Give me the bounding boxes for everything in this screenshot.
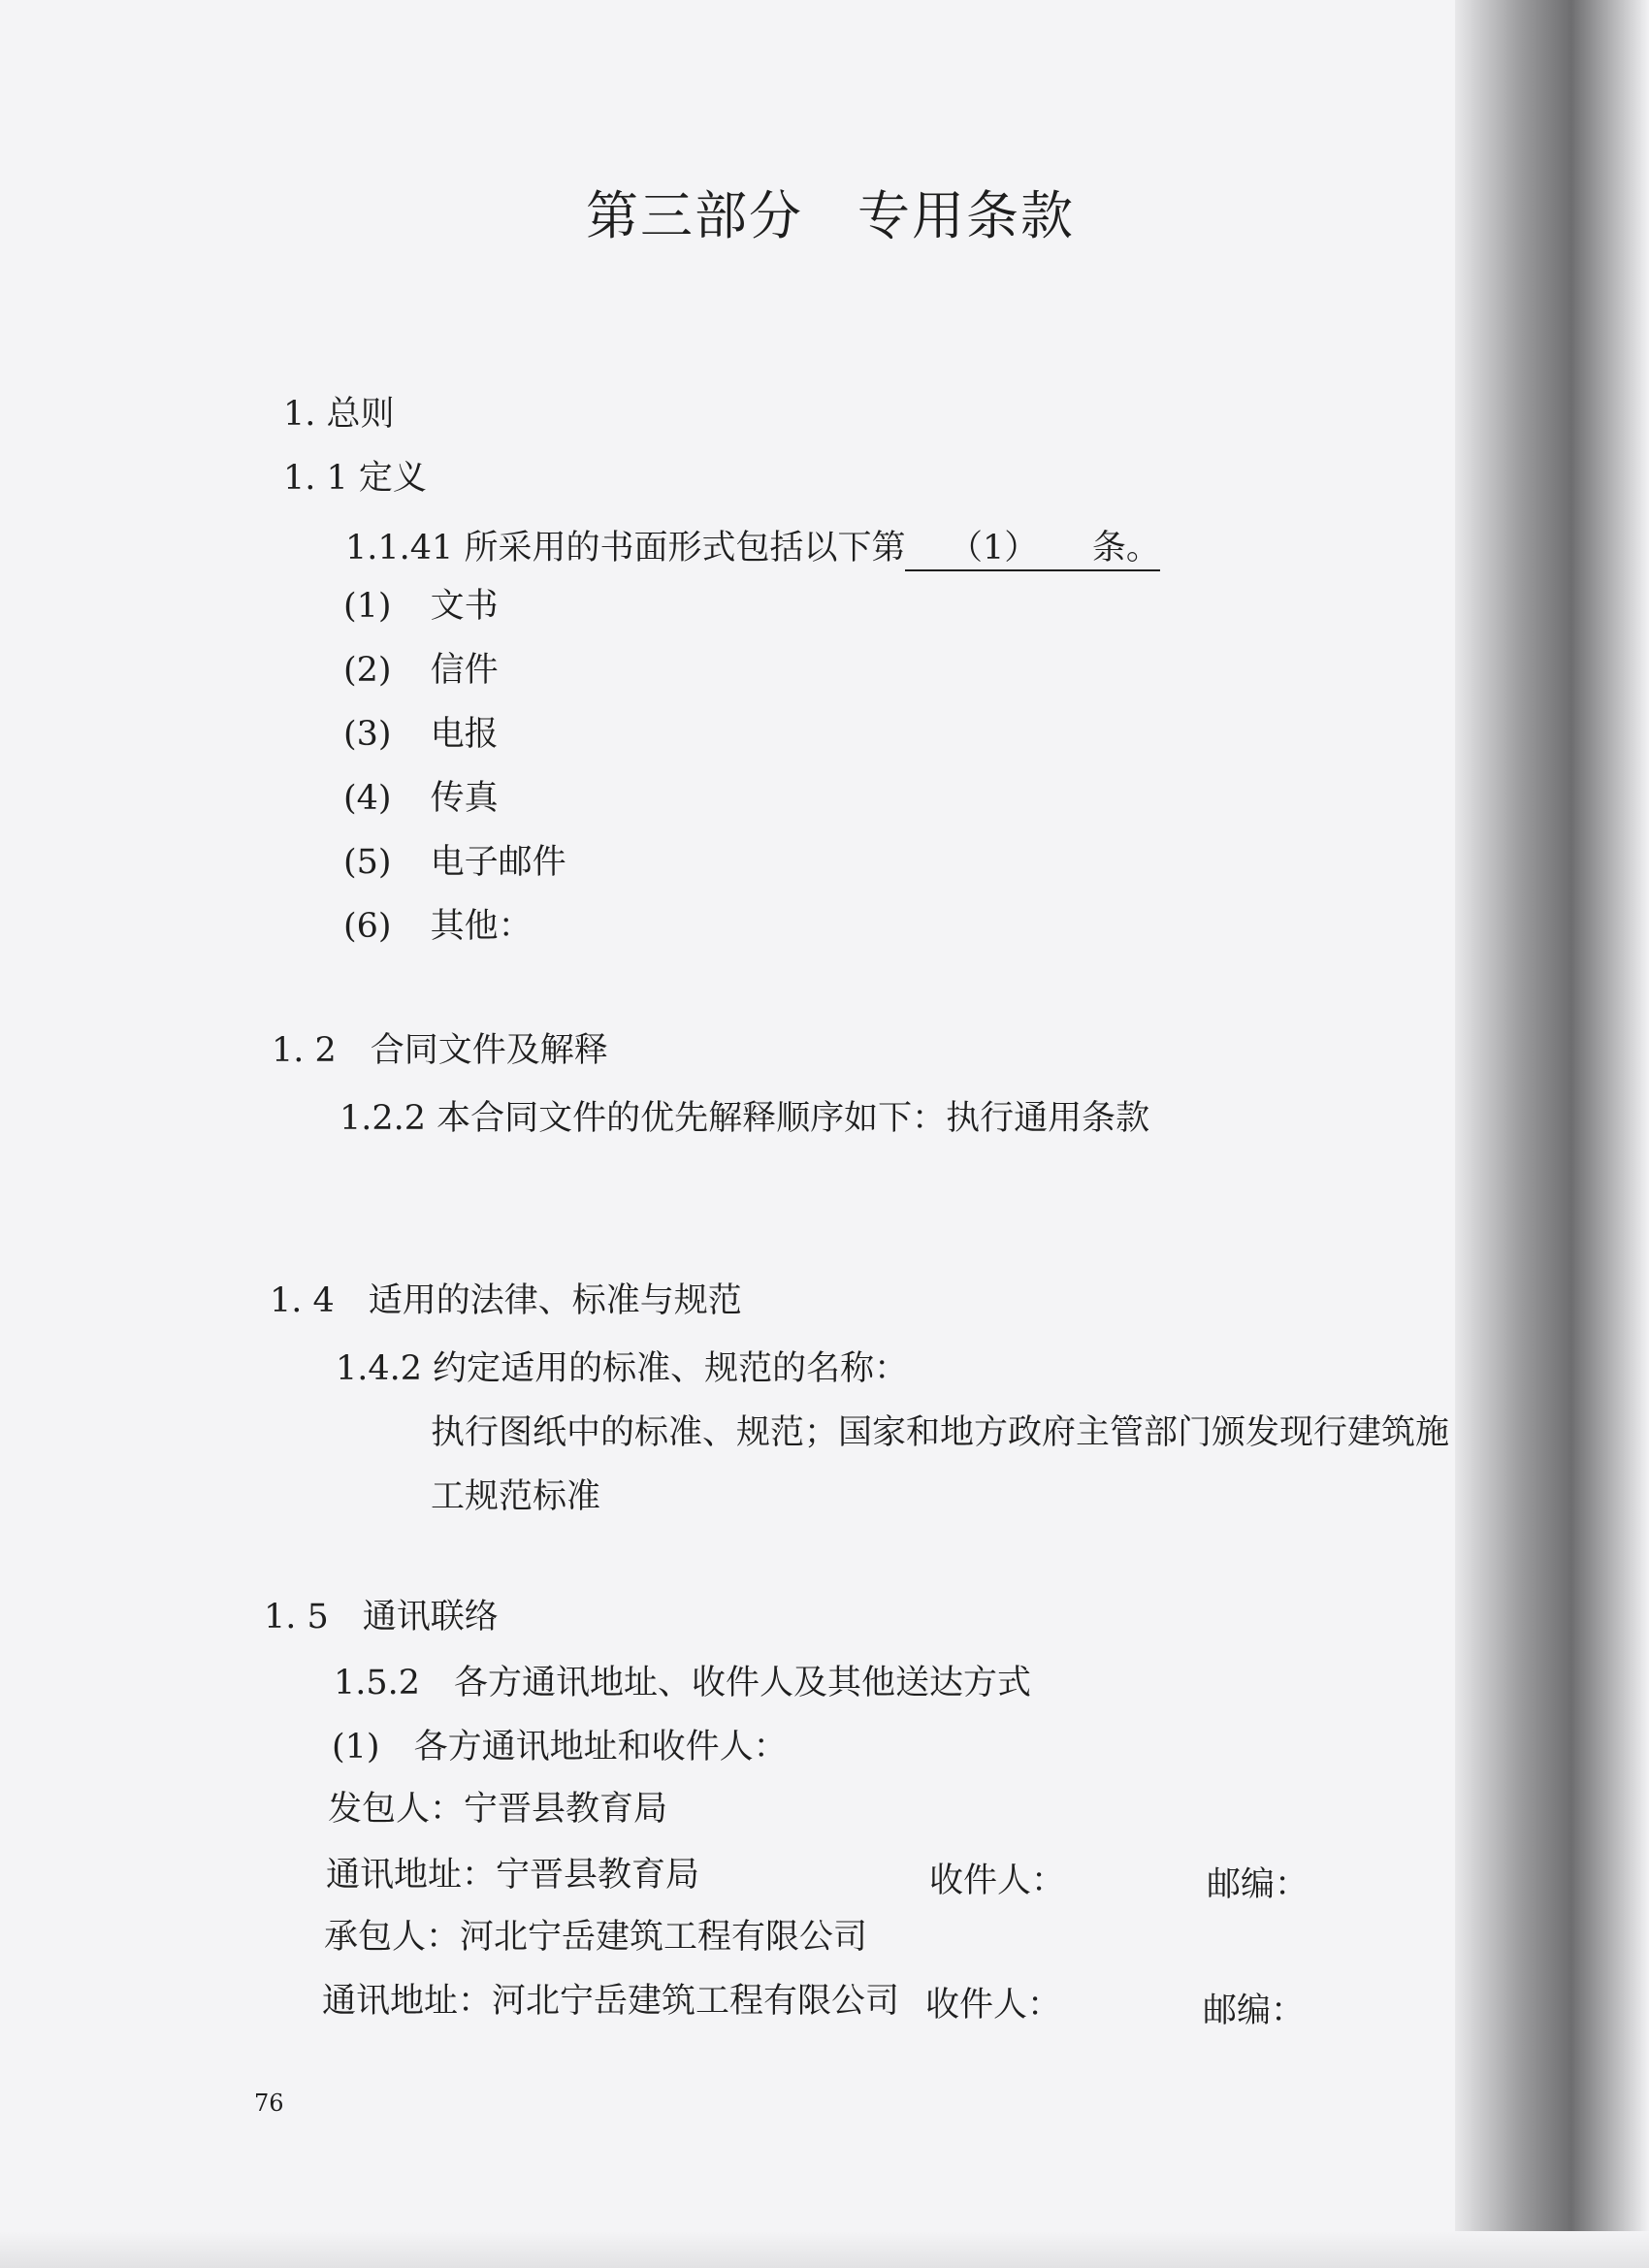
clause-1-5-2: 1.5.2 各方通讯地址、收件人及其他送达方式 bbox=[334, 1664, 1032, 1702]
page-binding-shadow bbox=[1455, 0, 1649, 2268]
option-num: (6) bbox=[343, 907, 392, 946]
option-label: 信件 bbox=[430, 651, 499, 690]
option-num: (5) bbox=[343, 843, 392, 882]
contractor-name: 承包人：河北宁岳建筑工程有限公司 bbox=[324, 1918, 868, 1957]
employer-recipient-label: 收件人： bbox=[929, 1862, 1066, 1900]
clause-1-1-41-value bbox=[905, 529, 1159, 571]
option-label: 其他： bbox=[430, 907, 533, 946]
clause-1-4-2-body-line2: 工规范标准 bbox=[431, 1477, 601, 1516]
employer-postcode-label: 邮编： bbox=[1207, 1865, 1310, 1904]
clause-1-4-2: 1.4.2 约定适用的标准、规范的名称： bbox=[336, 1349, 909, 1388]
section-1-heading: 1. 总则 bbox=[283, 395, 395, 434]
page-number: 76 bbox=[254, 2090, 284, 2117]
section-1-2-heading: 1. 2 合同文件及解释 bbox=[272, 1031, 608, 1070]
option-item bbox=[343, 587, 499, 626]
option-label: 电子邮件 bbox=[430, 843, 566, 882]
option-num: (3) bbox=[343, 715, 392, 754]
option-label: 文书 bbox=[430, 587, 499, 626]
section-1-1-heading: 1. 1 定义 bbox=[283, 459, 427, 498]
option-item bbox=[343, 907, 533, 946]
option-item bbox=[343, 715, 499, 754]
clause-1-1-41-value-text: （1） bbox=[948, 529, 1039, 567]
option-label: 电报 bbox=[430, 715, 499, 754]
option-num: (4) bbox=[343, 779, 392, 818]
section-1-5-heading: 1. 5 通讯联络 bbox=[264, 1598, 499, 1636]
option-label: 传真 bbox=[430, 779, 499, 818]
page-title: 第三部分 专用条款 bbox=[586, 185, 1075, 246]
employer-address: 通讯地址：宁晋县教育局 bbox=[326, 1856, 700, 1895]
option-num: (1) bbox=[343, 587, 392, 626]
employer-name: 发包人：宁晋县教育局 bbox=[328, 1790, 668, 1829]
option-item bbox=[343, 843, 566, 882]
clause-1-1-41-prefix: 1.1.41 所采用的书面形式包括以下第 bbox=[345, 529, 906, 567]
page-bottom-edge bbox=[0, 2231, 1649, 2268]
clause-1-2-2: 1.2.2 本合同文件的优先解释顺序如下：执行通用条款 bbox=[340, 1099, 1150, 1138]
option-num: (2) bbox=[343, 651, 392, 690]
clause-1-1-41 bbox=[345, 529, 1160, 567]
clause-1-4-2-body-line1: 执行图纸中的标准、规范；国家和地方政府主管部门颁发现行建筑施 bbox=[431, 1413, 1450, 1452]
clause-1-5-2-sub: (1) 各方通讯地址和收件人： bbox=[332, 1728, 788, 1766]
contractor-recipient-label: 收件人： bbox=[925, 1986, 1062, 2025]
option-item bbox=[343, 779, 499, 818]
option-item bbox=[343, 651, 499, 690]
clause-1-1-41-suffix: 条。 bbox=[1091, 529, 1160, 567]
section-1-4-heading: 1. 4 适用的法律、标准与规范 bbox=[270, 1281, 742, 1320]
contractor-address: 通讯地址：河北宁岳建筑工程有限公司 bbox=[322, 1982, 900, 2021]
contractor-postcode-label: 邮编： bbox=[1203, 1992, 1306, 2030]
